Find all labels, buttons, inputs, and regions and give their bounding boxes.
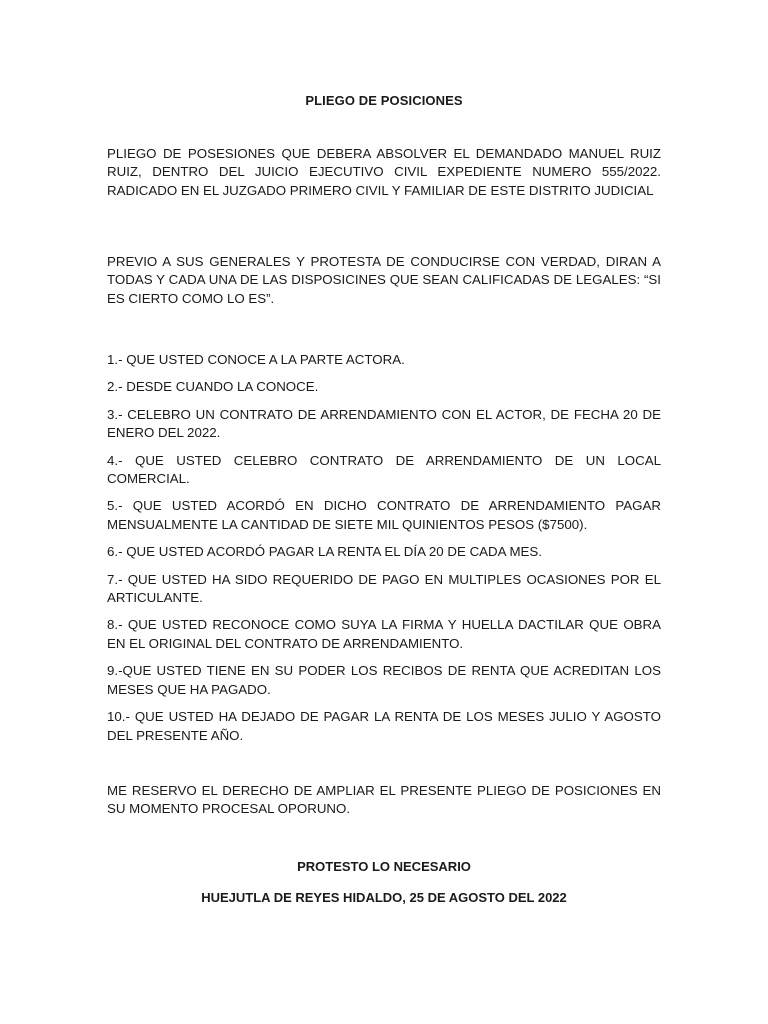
position-item: 6.- QUE USTED ACORDÓ PAGAR LA RENTA EL DÍA 20 DE CADA MES. — [107, 544, 542, 560]
position-item: 5.- QUE USTED ACORDÓ EN DICHO CONTRATO DE ARRENDAMIENTO PAGAR MENSUALMENTE LA CANTIDAD DE SIETE MIL QUINIENTOS PESOS ($7500). — [107, 498, 661, 532]
intro-paragraph: PLIEGO DE POSESIONES QUE DEBERA ABSOLVER EL DEMANDADO MANUEL RUIZ RUIZ, DENTRO DEL JUICIO EJECUTIVO CIVIL EXPEDIENTE NUMERO 555/2022. RADICADO EN EL JUZGADO PRIMERO CIVIL Y FAMILIAR DE ESTE DISTRITO JUDICIAL — [107, 146, 661, 198]
reservo-paragraph: ME RESERVO EL DERECHO DE AMPLIAR EL PRESENTE PLIEGO DE POSICIONES EN SU MOMENTO PROCESAL OPORUNO. — [107, 783, 661, 817]
place-date: HUEJUTLA DE REYES HIDALDO, 25 DE AGOSTO DEL 2022 — [201, 890, 567, 905]
document-title: PLIEGO DE POSICIONES — [305, 93, 463, 108]
position-item: 1.- QUE USTED CONOCE A LA PARTE ACTORA. — [107, 352, 405, 367]
position-item: 7.- QUE USTED HA SIDO REQUERIDO DE PAGO EN MULTIPLES OCASIONES POR EL ARTICULANTE. — [107, 571, 661, 606]
position-item: 10.- QUE USTED HA DEJADO DE PAGAR LA RENTA DE LOS MESES JULIO Y AGOSTO DEL PRESENTE AÑO. — [107, 709, 661, 743]
position-item: 3.- CELEBRO UN CONTRATO DE ARRENDAMIENTO CON EL ACTOR, DE FECHA 20 DE ENERO DEL 2022. — [107, 406, 661, 441]
protesto-heading: PROTESTO LO NECESARIO — [297, 859, 471, 874]
position-item: 4.- QUE USTED CELEBRO CONTRATO DE ARRENDAMIENTO DE UN LOCAL COMERCIAL. — [107, 452, 661, 487]
position-item: 2.- DESDE CUANDO LA CONOCE. — [107, 379, 319, 395]
position-item: 8.- QUE USTED RECONOCE COMO SUYA LA FIRMA Y HUELLA DACTILAR QUE OBRA EN EL ORIGINAL DEL CONTRATO DE ARRENDAMIENTO. — [107, 617, 661, 651]
previo-paragraph: PREVIO A SUS GENERALES Y PROTESTA DE CONDUCIRSE CON VERDAD, DIRAN A TODAS Y CADA UNA DE LAS DISPOSICINES QUE SEAN CALIFICADAS DE LEGALES: “SI ES CIERTO COMO LO ES”. — [107, 254, 661, 306]
positions-list — [107, 351, 661, 754]
position-item: 9.-QUE USTED TIENE EN SU PODER LOS RECIBOS DE RENTA QUE ACREDITAN LOS MESES QUE HA PAGADO. — [107, 663, 661, 697]
